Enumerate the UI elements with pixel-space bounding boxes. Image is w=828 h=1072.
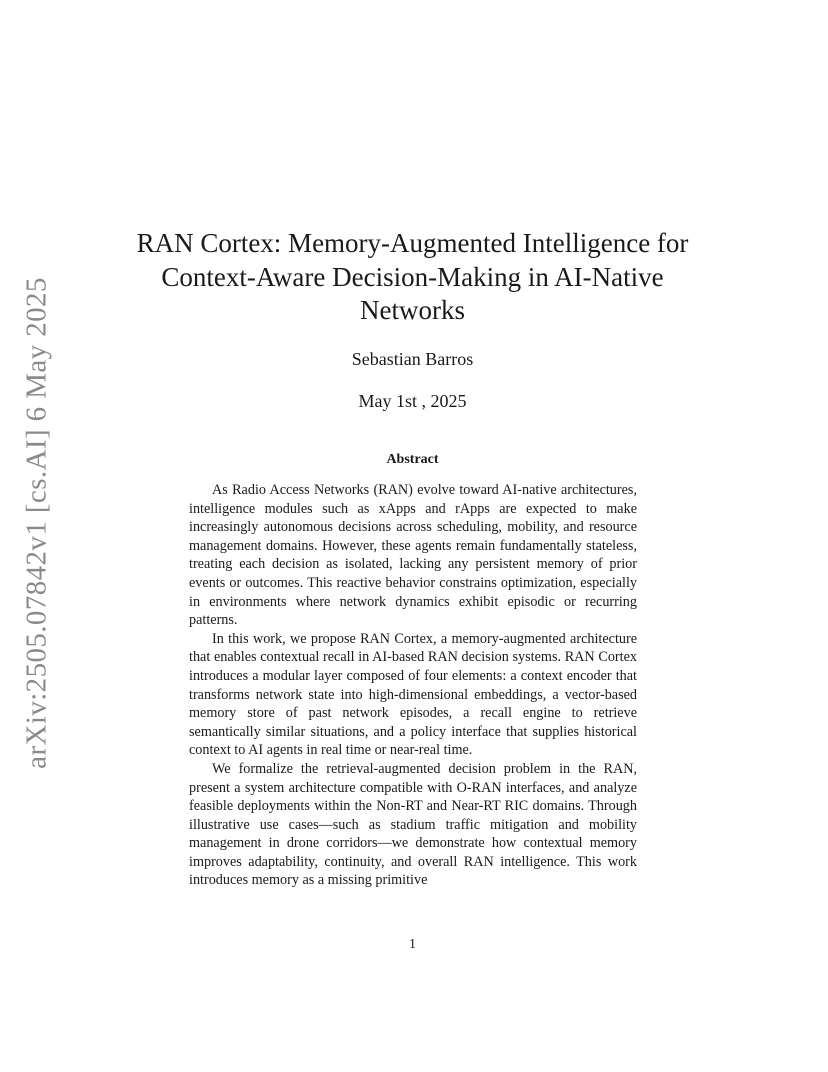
abstract-paragraph: In this work, we propose RAN Cortex, a memory-augmented architecture that enables contextual recall in AI-based RAN decision systems. RAN Cortex introduces a modular layer composed of four elements: a context encoder that transforms network state into high-dimensional embeddings, a vector-based memory store of past network episodes, a recall engine to retrieve semantically similar situations, and a policy interface that supplies historical context to AI agents in real time or near-real time.: [189, 630, 637, 759]
page-number: 1: [409, 937, 416, 952]
publication-date: May 1st , 2025: [358, 391, 467, 411]
paper-title: RAN Cortex: Memory-Augmented Intelligence for Context-Aware Decision-Making in AI-Native Networks: [136, 228, 689, 325]
abstract-heading: Abstract: [386, 452, 439, 467]
abstract-paragraph: We formalize the retrieval-augmented decision problem in the RAN, present a system architecture compatible with O-RAN interfaces, and analyze feasible deployments within the Non-RT and Near-RT RIC domains. Through illustrative use cases—such as stadium traffic mitigation and mobility management in drone corridors—we demonstrate how contextual memory improves adaptability, continuity, and overall RAN intelligence. This work introduces memory as a missing primitive: [189, 760, 637, 889]
abstract-paragraph: As Radio Access Networks (RAN) evolve toward AI-native architectures, intelligence modules such as xApps and rApps are expected to make increasingly autonomous decisions across scheduling, mobility, and resource management domains. However, these agents remain fundamentally stateless, treating each decision as isolated, lacking any persistent memory of prior events or outcomes. This reactive behavior constrains optimization, especially in environments where network dynamics exhibit episodic or recurring patterns.: [189, 482, 637, 629]
abstract-body: [189, 481, 637, 890]
arxiv-identifier-stamp: arXiv:2505.07842v1 [cs.AI] 6 May 2025: [20, 277, 53, 769]
author-name: Sebastian Barros: [351, 349, 474, 369]
